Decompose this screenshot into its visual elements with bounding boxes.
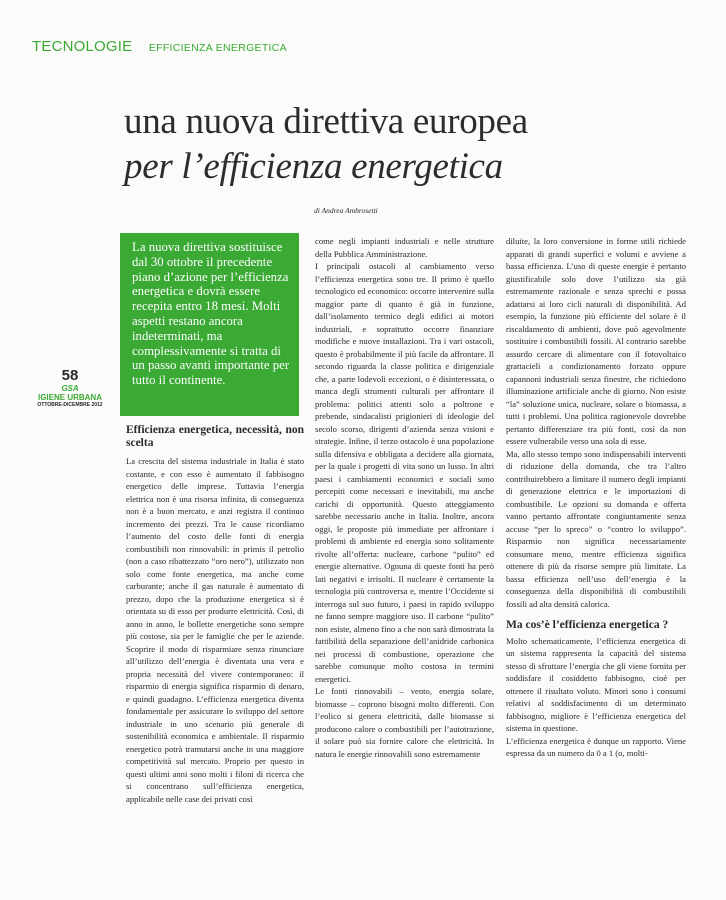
issue-date: OTTOBRE-DICEMBRE 2012 xyxy=(37,402,103,408)
paragraph: La crescita del sistema industriale in Italia è stato costante, e con esso è aumentato il fabbisogno energetico delle imprese. Tuttavia l’energia elettrica non è una risorsa infinita, di conseguenza non è a buon mercato, e anzi registra il continuo incremento dei prezzi. Tra le cause ricordiamo l’aumento del costo delle fonti di energia combustibili non rinnovabili: in primis il petrolio (non a caso ribattezzato “oro nero”), utilizzato non solo come fonte energetica, ma anche come carburante; anche il gas naturale è aumentato di prezzo, dopo che la produzione energetica si è orientata su di esso per produrre elettricità. Così, di anno in anno, le bollette energetiche sono sempre più costose, sia per le famiglie che per le aziende. Scoprire il modo di risparmiare senza rinunciare all’utilizzo dell’energia è diventata una vera e propria necessità del vivere contemporaneo: il risparmio di energia significa risparmio di denaro, e quindi guadagno. L’efficienza energetica diventa fondamentale per assicurare lo sviluppo del settore industriale in uno scenario più generale di sostenibilità economica e ambientale. Il risparmio energetico potrà tramutarsi anche in una maggiore competitività sul mercato. Proprio per questo in questi ultimi anni sono molti i filoni di ricerca che si concentrano sull’efficienza energetica, applicabile nelle case dei privati così xyxy=(126,456,304,804)
magazine-logo: GSA xyxy=(61,384,79,393)
paragraph: diluite, la loro conversione in forme utili richiede apparati di grandi superfici e volumi e avviene a bassa efficienza. L’uso di queste energie è pertanto giustificabile solo dove l’utilizzo sia già estremamente razionale e senza sprechi e possa adattarsi ai loro cicli naturali di disponibilità. Ad esempio, la funzione più efficiente del solare è il riscaldamento di ambienti, dove può agevolmente sostituire i combustibili fossili. Al contrario sarebbe assurdo cercare di alimentare con il fotovoltaico grattacieli a condizionamento forzato oppure capannoni industriali senza finestre, che richiedono illuminazione artificiale anche di giorno. Non esiste “la” soluzione unica, nucleare, solare o biomassa, a tutti i problemi. Una politica ragionevole dovrebbe pertanto differenziare tra più fonti, così da non essere vulnerabile verso una sola di esse. xyxy=(506,236,686,446)
paragraph: come negli impianti industriali e nelle strutture della Pubblica Amministrazione. xyxy=(315,236,494,259)
byline: di Andrea Ambrosetti xyxy=(314,206,378,215)
paragraph: I principali ostacoli al cambiamento verso l’efficienza energetica sono tre. Il primo è quello tecnologico ed economico: occorre intervenire sulla maggior parte di quanto è già in funzione, dall’isolamento termico degli edifici ai motori industriali, e soprattutto occorre finanziare modifiche e nuove installazioni. Tra i vari ostacoli, questo è probabilmente il più facile da affrontare. Il secondo riguarda la classe politica e dirigenziale che, a parte lodevoli eccezioni, o è disinteressata, o manca degli strumenti culturali per affrontare il problema: politici attenti solo a poltrone e prebende, sindacalisti prigionieri di ideologie del secolo scorso, dirigenti d’azienda senza visioni e strategie. Infine, il terzo ostacolo è una popolazione sulla difensiva e obbligata a decidere alla giornata, per la quale i progetti di vita sono un lusso. In altri paesi i cambiamenti economici e sociali sono percepiti come necessari e inevitabili, ma anche carichi di opportunità. Questo atteggiamento sarebbe necessario anche in Italia. Inoltre, ancora oggi, le proposte più immediate per affrontare i problemi di ambiente ed energia sono solitamente rivolte all’offerta: nucleare, carbone “pulito” ed energie alternative. Ognuna di queste fonti ha però lati negativi e irrisolti. Il nucleare è certamente la tecnologia più controversa e, mentre l’Occidente si interroga sul suo futuro, i paesi in rapido sviluppo ne fanno sempre maggiore uso. Il carbone “pulito” non esiste, almeno fino a che non sarà dimostrata la fattibilità della separazione dell’anidride carbonica nei processi di combustione, operazione che sarebbe comunque molto costosa in termini energetici. xyxy=(315,261,494,684)
paragraph: Ma, allo stesso tempo sono indispensabili interventi di riduzione della domanda, che tra l’altro contribuirebbero a limitare il numero degli impianti di generazione elettrica e le importazioni di combustibile. Le opzioni su domanda e offerta vanno pertanto affrontate congiuntamente senza accuse “per lo spreco” o “contro lo sviluppo”. Risparmio non significa necessariamente consumare meno, mentre efficienza significa ottenere di più da risorse sempre più limitate. La bassa efficienza nell’uso dell’energia è la conseguenza della disponibilità di combustibili fossili ad alta densità calorica. xyxy=(506,448,686,609)
paragraph: Le fonti rinnovabili – vento, energia solare, biomasse – coprono bisogni molto differenti. Con l’eolico si genera elettricità, dalle biomasse si producono calore o combustibili per l’autotrazione, il solare può sia fornire calore che elettricità. In natura le energie rinnovabili sono estremamente xyxy=(315,686,494,759)
article-title-line2: per l’efficienza energetica xyxy=(124,146,503,187)
column-3 xyxy=(506,235,686,760)
section-label: TECNOLOGIE xyxy=(32,38,133,55)
article-title-line1: una nuova direttiva europea xyxy=(124,101,528,142)
section-heading-1: Efficienza energetica, necessità, non scelta xyxy=(126,424,304,449)
page-folio xyxy=(34,368,106,409)
column-1 xyxy=(126,424,304,805)
paragraph: Molto schematicamente, l’efficienza energetica di un sistema rappresenta la capacità del sistema stesso di sfruttare l’energia che gli viene fornita per soddisfare il cosiddetto fabbisogno, cioè per ottenere il risultato voluto. Minori sono i consumi relativi al soddisfacimento di un determinato fabbisogno, migliore è l’efficienza energetica del sistema in questione. xyxy=(506,635,686,733)
column-2 xyxy=(315,235,494,760)
section-heading-2: Ma cos’è l’efficienza energetica ? xyxy=(506,619,669,631)
magazine-subtitle: IGIENE URBANA xyxy=(37,393,102,402)
subsection-label: EFFICIENZA ENERGETICA xyxy=(148,42,287,54)
paragraph: L’efficienza energetica è dunque un rapporto. Viene espressa da un numero da 0 a 1 (o, molti- xyxy=(506,735,686,758)
page-number: 58 xyxy=(61,367,79,384)
lead-box: La nuova direttiva sostituisce dal 30 ottobre il precedente piano d’azione per l’efficienza energetica e dovrà essere recepita entro 18 mesi. Molti aspetti restano ancora indeterminati, ma complessivamente si tratta di un passo avanti importante per tutto il continente. xyxy=(120,233,299,416)
section-header xyxy=(32,38,287,56)
